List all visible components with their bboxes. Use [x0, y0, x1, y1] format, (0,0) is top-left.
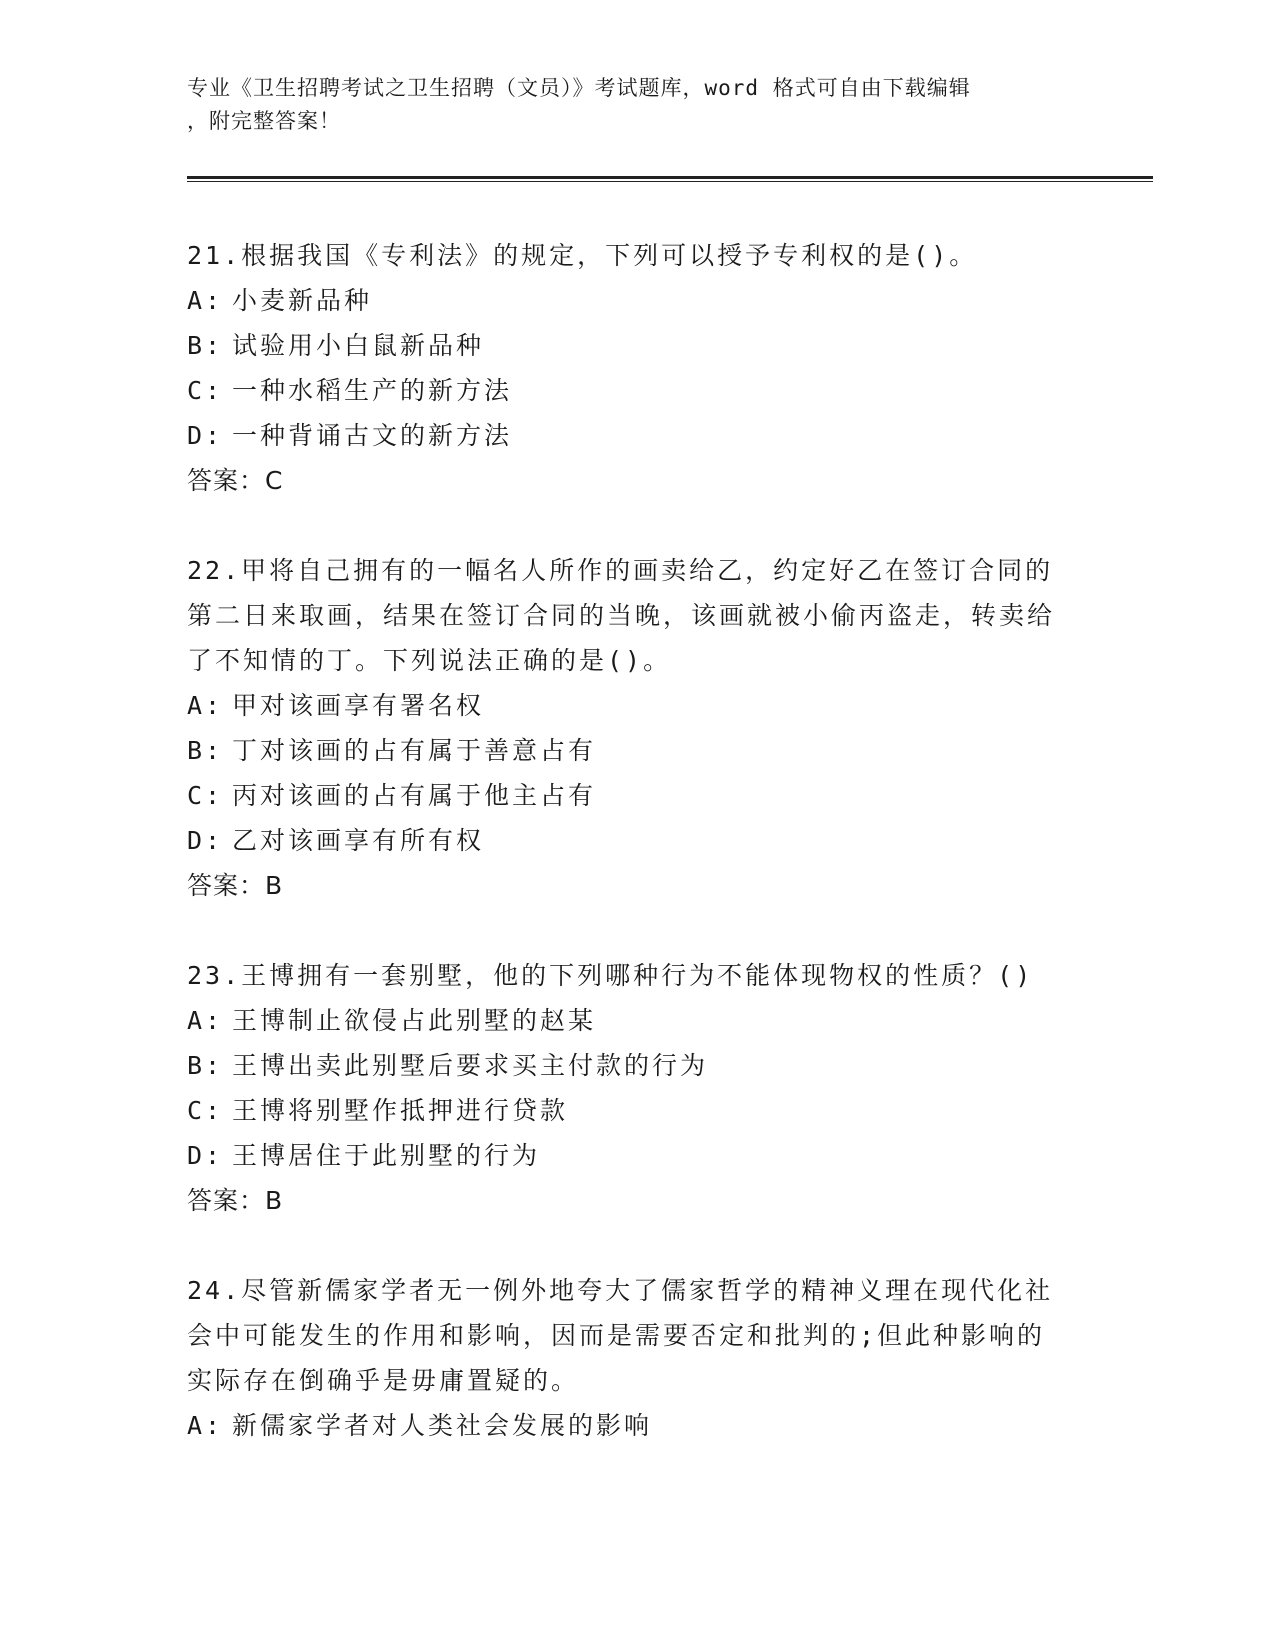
option-text: 甲对该画享有署名权 [232, 691, 485, 720]
option-key: D: [187, 1141, 224, 1170]
option-key: A: [187, 1411, 224, 1440]
document-header [187, 72, 1067, 138]
option-key: C: [187, 1096, 224, 1125]
answer-line: 答案：C [187, 466, 284, 495]
option-b [187, 323, 1067, 368]
option-key: C: [187, 781, 224, 810]
question-24 [187, 1268, 1067, 1448]
option-a [187, 683, 1067, 728]
option-text: 丁对该画的占有属于善意占有 [232, 736, 597, 765]
option-key: A: [187, 1006, 224, 1035]
option-c [187, 1088, 1067, 1133]
answer-line: 答案：B [187, 1186, 284, 1215]
option-key: B: [187, 736, 224, 765]
question-23 [187, 953, 1067, 1223]
option-text: 丙对该画的占有属于他主占有 [232, 781, 597, 810]
question-text: 21.根据我国《专利法》的规定，下列可以授予专利权的是()。 [187, 241, 978, 270]
option-a [187, 278, 1067, 323]
option-d [187, 1133, 1067, 1178]
option-text: 一种背诵古文的新方法 [232, 421, 513, 450]
header-line-2: ，附完整答案！ [187, 109, 341, 133]
option-text: 小麦新品种 [232, 286, 373, 315]
option-d [187, 818, 1067, 863]
question-text: 24.尽管新儒家学者无一例外地夸大了儒家哲学的精神义理在现代化社会中可能发生的作用和影响，因而是需要否定和批判的;但此种影响的实际存在倒确乎是毋庸置疑的。 [187, 1276, 1054, 1395]
option-text: 王博出卖此别墅后要求买主付款的行为 [232, 1051, 709, 1080]
option-key: D: [187, 826, 224, 855]
option-key: A: [187, 286, 224, 315]
option-key: D: [187, 421, 224, 450]
option-b [187, 728, 1067, 773]
option-c [187, 773, 1067, 818]
header-line-1: 专业《卫生招聘考试之卫生招聘（文员）》考试题库，word 格式可自由下载编辑 [187, 76, 971, 100]
option-text: 王博制止欲侵占此别墅的赵某 [232, 1006, 597, 1035]
option-text: 王博将别墅作抵押进行贷款 [232, 1096, 569, 1125]
option-a [187, 998, 1067, 1043]
option-text: 乙对该画享有所有权 [232, 826, 485, 855]
question-21 [187, 233, 1067, 503]
option-text: 王博居住于此别墅的行为 [232, 1141, 541, 1170]
question-text: 23.王博拥有一套别墅，他的下列哪种行为不能体现物权的性质？() [187, 961, 1034, 990]
option-c [187, 368, 1067, 413]
option-key: A: [187, 691, 224, 720]
option-a [187, 1403, 1067, 1448]
question-text: 22.甲将自己拥有的一幅名人所作的画卖给乙，约定好乙在签订合同的第二日来取画，结果在签订合同的当晚，该画就被小偷丙盗走，转卖给了不知情的丁。下列说法正确的是()。 [187, 556, 1056, 675]
header-divider [187, 176, 1153, 182]
option-text: 一种水稻生产的新方法 [232, 376, 513, 405]
question-22 [187, 548, 1067, 908]
option-key: B: [187, 1051, 224, 1080]
option-text: 试验用小白鼠新品种 [232, 331, 485, 360]
option-b [187, 1043, 1067, 1088]
option-text: 新儒家学者对人类社会发展的影响 [232, 1411, 653, 1440]
question-list [187, 233, 1067, 1493]
option-key: C: [187, 376, 224, 405]
option-d [187, 413, 1067, 458]
answer-line: 答案：B [187, 871, 284, 900]
option-key: B: [187, 331, 224, 360]
